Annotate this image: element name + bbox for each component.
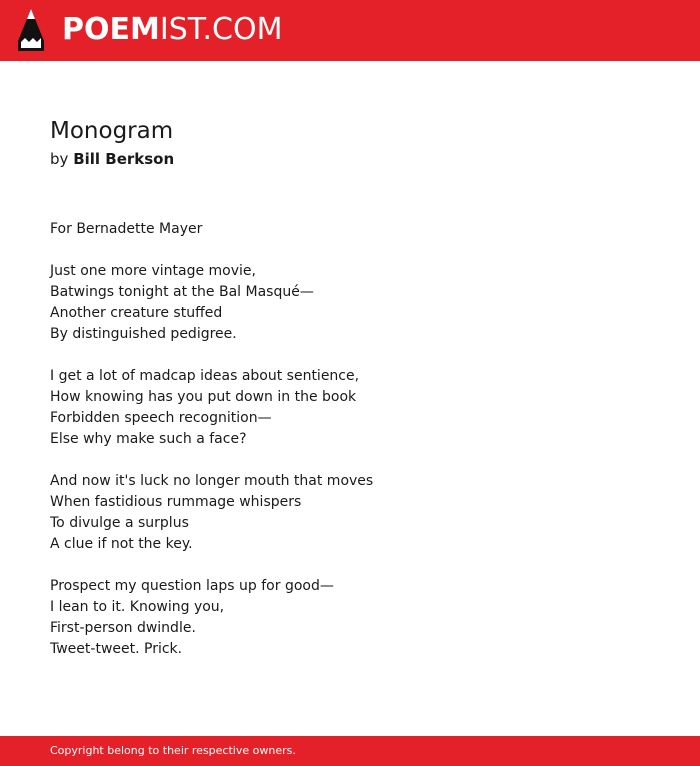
poem-line: Prospect my question laps up for good— <box>50 578 334 594</box>
poem-line: I get a lot of madcap ideas about sentience, <box>50 368 360 384</box>
logo-text-bold: POEM <box>62 12 160 47</box>
pencil-logo-icon[interactable] <box>18 9 44 51</box>
site-footer <box>0 736 700 766</box>
byline <box>50 149 174 169</box>
byline-prefix: by <box>50 150 69 168</box>
poem-line: Forbidden speech recognition— <box>50 410 272 426</box>
stanza-break <box>50 240 670 261</box>
poem-title: Monogram <box>50 118 174 144</box>
poem-dedication: For Bernadette Mayer <box>50 221 203 237</box>
poem-line: Just one more vintage movie, <box>50 263 256 279</box>
poem-body <box>50 219 670 660</box>
stanza-break <box>50 345 670 366</box>
poem-line: And now it's luck no longer mouth that moves <box>50 473 374 489</box>
poem-line: Another creature stuffed <box>50 305 223 321</box>
site-logo[interactable] <box>62 13 282 47</box>
poem-line: Tweet-tweet. Prick. <box>50 641 183 657</box>
poem-line: How knowing has you put down in the book <box>50 389 357 405</box>
author-name[interactable]: Bill Berkson <box>73 150 175 168</box>
site-header <box>0 0 700 61</box>
poem-line: Batwings tonight at the Bal Masqué— <box>50 284 314 300</box>
copyright-text: Copyright belong to their respective owners. <box>50 744 296 757</box>
stanza-break <box>50 555 670 576</box>
logo-text-light: IST.COM <box>159 12 283 47</box>
poem-line: I lean to it. Knowing you, <box>50 599 225 615</box>
stanza-break <box>50 450 670 471</box>
poem-line: A clue if not the key. <box>50 536 193 552</box>
poem-line: First-person dwindle. <box>50 620 196 636</box>
poem-line: When fastidious rummage whispers <box>50 494 302 510</box>
poem-line: By distinguished pedigree. <box>50 326 237 342</box>
poem-line: Else why make such a face? <box>50 431 247 447</box>
poem-line: To divulge a surplus <box>50 515 189 531</box>
